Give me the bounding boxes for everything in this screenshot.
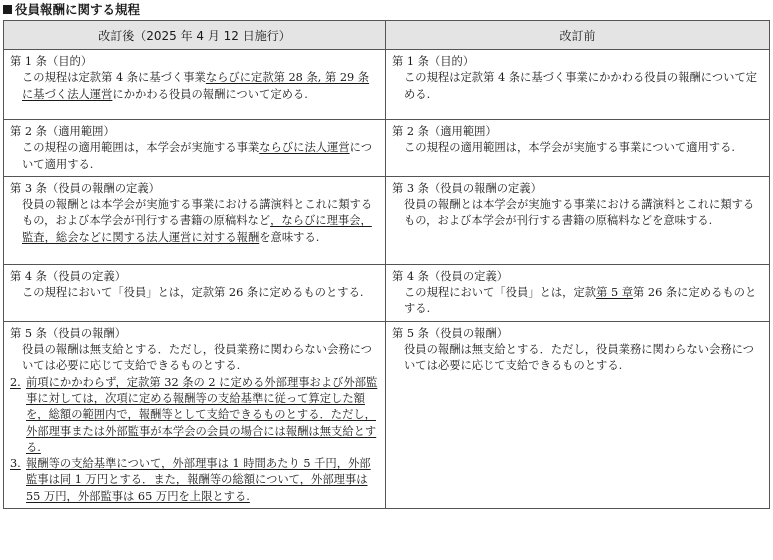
revised-text: ならびに定款第 28 条, 第 29 条に基づく法人運営 xyxy=(22,71,370,101)
revision-comparison-table xyxy=(3,20,770,509)
table-header-row xyxy=(4,21,770,50)
clause-number: 2. xyxy=(10,375,21,389)
article-text: を意味する. xyxy=(259,230,320,244)
article-text: 役員の報酬は無支給とする．ただし，役員業務に関わらない会務については必要に応じて支給できるものとする. xyxy=(22,343,372,373)
cell-after xyxy=(4,50,386,120)
after-article-body xyxy=(10,140,379,173)
article-text: 役員の報酬とは本学会が実施する事業における講演料とこれに類するもの，および本学会が刊行する書籍の原稿料などを意味する. xyxy=(404,198,755,228)
before-article-heading: 第 5 条（役員の報酬） xyxy=(392,326,509,340)
article-text: この規程において「役員」とは，定款 xyxy=(404,286,597,300)
before-article-heading: 第 4 条（役員の定義） xyxy=(392,269,509,283)
after-article-body xyxy=(10,285,379,301)
before-article-body xyxy=(392,140,763,156)
cell-before xyxy=(386,321,770,508)
article-text: この規程は定款第 4 条に基づく事業 xyxy=(22,71,206,85)
revised-text: ならびに法人運営 xyxy=(259,141,350,155)
article-text: この規程の適用範囲は，本学会が実施する事業 xyxy=(22,141,260,155)
table-row xyxy=(4,120,770,177)
cell-before xyxy=(386,50,770,120)
cell-after xyxy=(4,264,386,321)
after-article-body xyxy=(10,342,379,375)
header-after: 改訂後（2025 年 4 月 12 日施行） xyxy=(4,21,386,50)
document-title-text: 役員報酬に関する規程 xyxy=(15,2,141,17)
article-text: この規程の適用範囲は，本学会が実施する事業について適用する. xyxy=(404,141,735,155)
clause-text xyxy=(26,375,379,456)
cell-before xyxy=(386,120,770,177)
article-text: この規程において「役員」とは，定款第 26 条に定めるものとする. xyxy=(22,286,364,300)
after-article-clause xyxy=(10,375,379,456)
article-text: 役員の報酬とは本学会が実施する事業における講演料とこれに類するもの，および本学会が刊行する書籍の原稿料など xyxy=(22,198,373,228)
revised-text: ，ならびに理事会，監査，総会などに関する法人運営に対する報酬 xyxy=(22,214,372,244)
revised-text: 前項にかかわらず，定款第 32 条の 2 に定める外部理事および外部監事に対しては，次項に定める報酬等の支給基準に従って算定した額を，総額の範囲内で，報酬等として支給できるものとする．ただし，外部理事または外部監事が本学会の会員の場合には報酬は無支給とする. xyxy=(26,375,378,454)
article-text: この規程は定款第 4 条に基づく事業にかかわる役員の報酬について定める. xyxy=(404,71,758,101)
clause-number: 3. xyxy=(10,457,21,471)
after-article-clause xyxy=(10,456,379,505)
cell-before xyxy=(386,176,770,264)
before-article-heading: 第 1 条（目的） xyxy=(392,55,475,68)
table-row xyxy=(4,50,770,120)
square-bullet-icon xyxy=(3,5,12,14)
article-text: にかかわる役員の報酬について定める. xyxy=(112,87,308,101)
revised-text: 報酬等の支給基準について，外部理事は 1 時間あたり 5 千円，外部監事は同 1 万円とする．また，報酬等の総額について，外部理事は 55 万円，外部監事は 65 万円を上限とする. xyxy=(26,457,371,503)
after-article-heading: 第 1 条（目的） xyxy=(10,55,93,68)
table-row xyxy=(4,321,770,508)
cell-before xyxy=(386,264,770,321)
article-text: 第 26 条に定めるものとする. xyxy=(404,286,757,316)
cell-after xyxy=(4,120,386,177)
after-article-heading: 第 3 条（役員の報酬の定義） xyxy=(10,181,160,195)
after-article-heading: 第 4 条（役員の定義） xyxy=(10,269,127,283)
after-article-body xyxy=(10,70,379,103)
article-text: 役員の報酬は無支給とする．ただし，役員業務に関わらない会務については必要に応じて支給できるものとする. xyxy=(404,343,754,373)
before-article-heading: 第 3 条（役員の報酬の定義） xyxy=(392,181,542,195)
before-article-heading: 第 2 条（適用範囲） xyxy=(392,125,497,138)
clause-text xyxy=(26,456,379,505)
article-text: について適用する. xyxy=(22,141,373,171)
before-article-body xyxy=(392,342,763,375)
table-row xyxy=(4,264,770,321)
before-article-body xyxy=(392,70,763,103)
after-article-heading: 第 2 条（適用範囲） xyxy=(10,125,115,138)
before-article-body xyxy=(392,197,763,230)
cell-after xyxy=(4,176,386,264)
document-title xyxy=(3,1,140,19)
revised-text: 第 5 章 xyxy=(596,286,634,300)
cell-after xyxy=(4,321,386,508)
before-article-body xyxy=(392,285,763,318)
after-article-body xyxy=(10,197,379,246)
table-row xyxy=(4,176,770,264)
header-before: 改訂前 xyxy=(386,21,770,50)
after-article-heading: 第 5 条（役員の報酬） xyxy=(10,326,127,340)
